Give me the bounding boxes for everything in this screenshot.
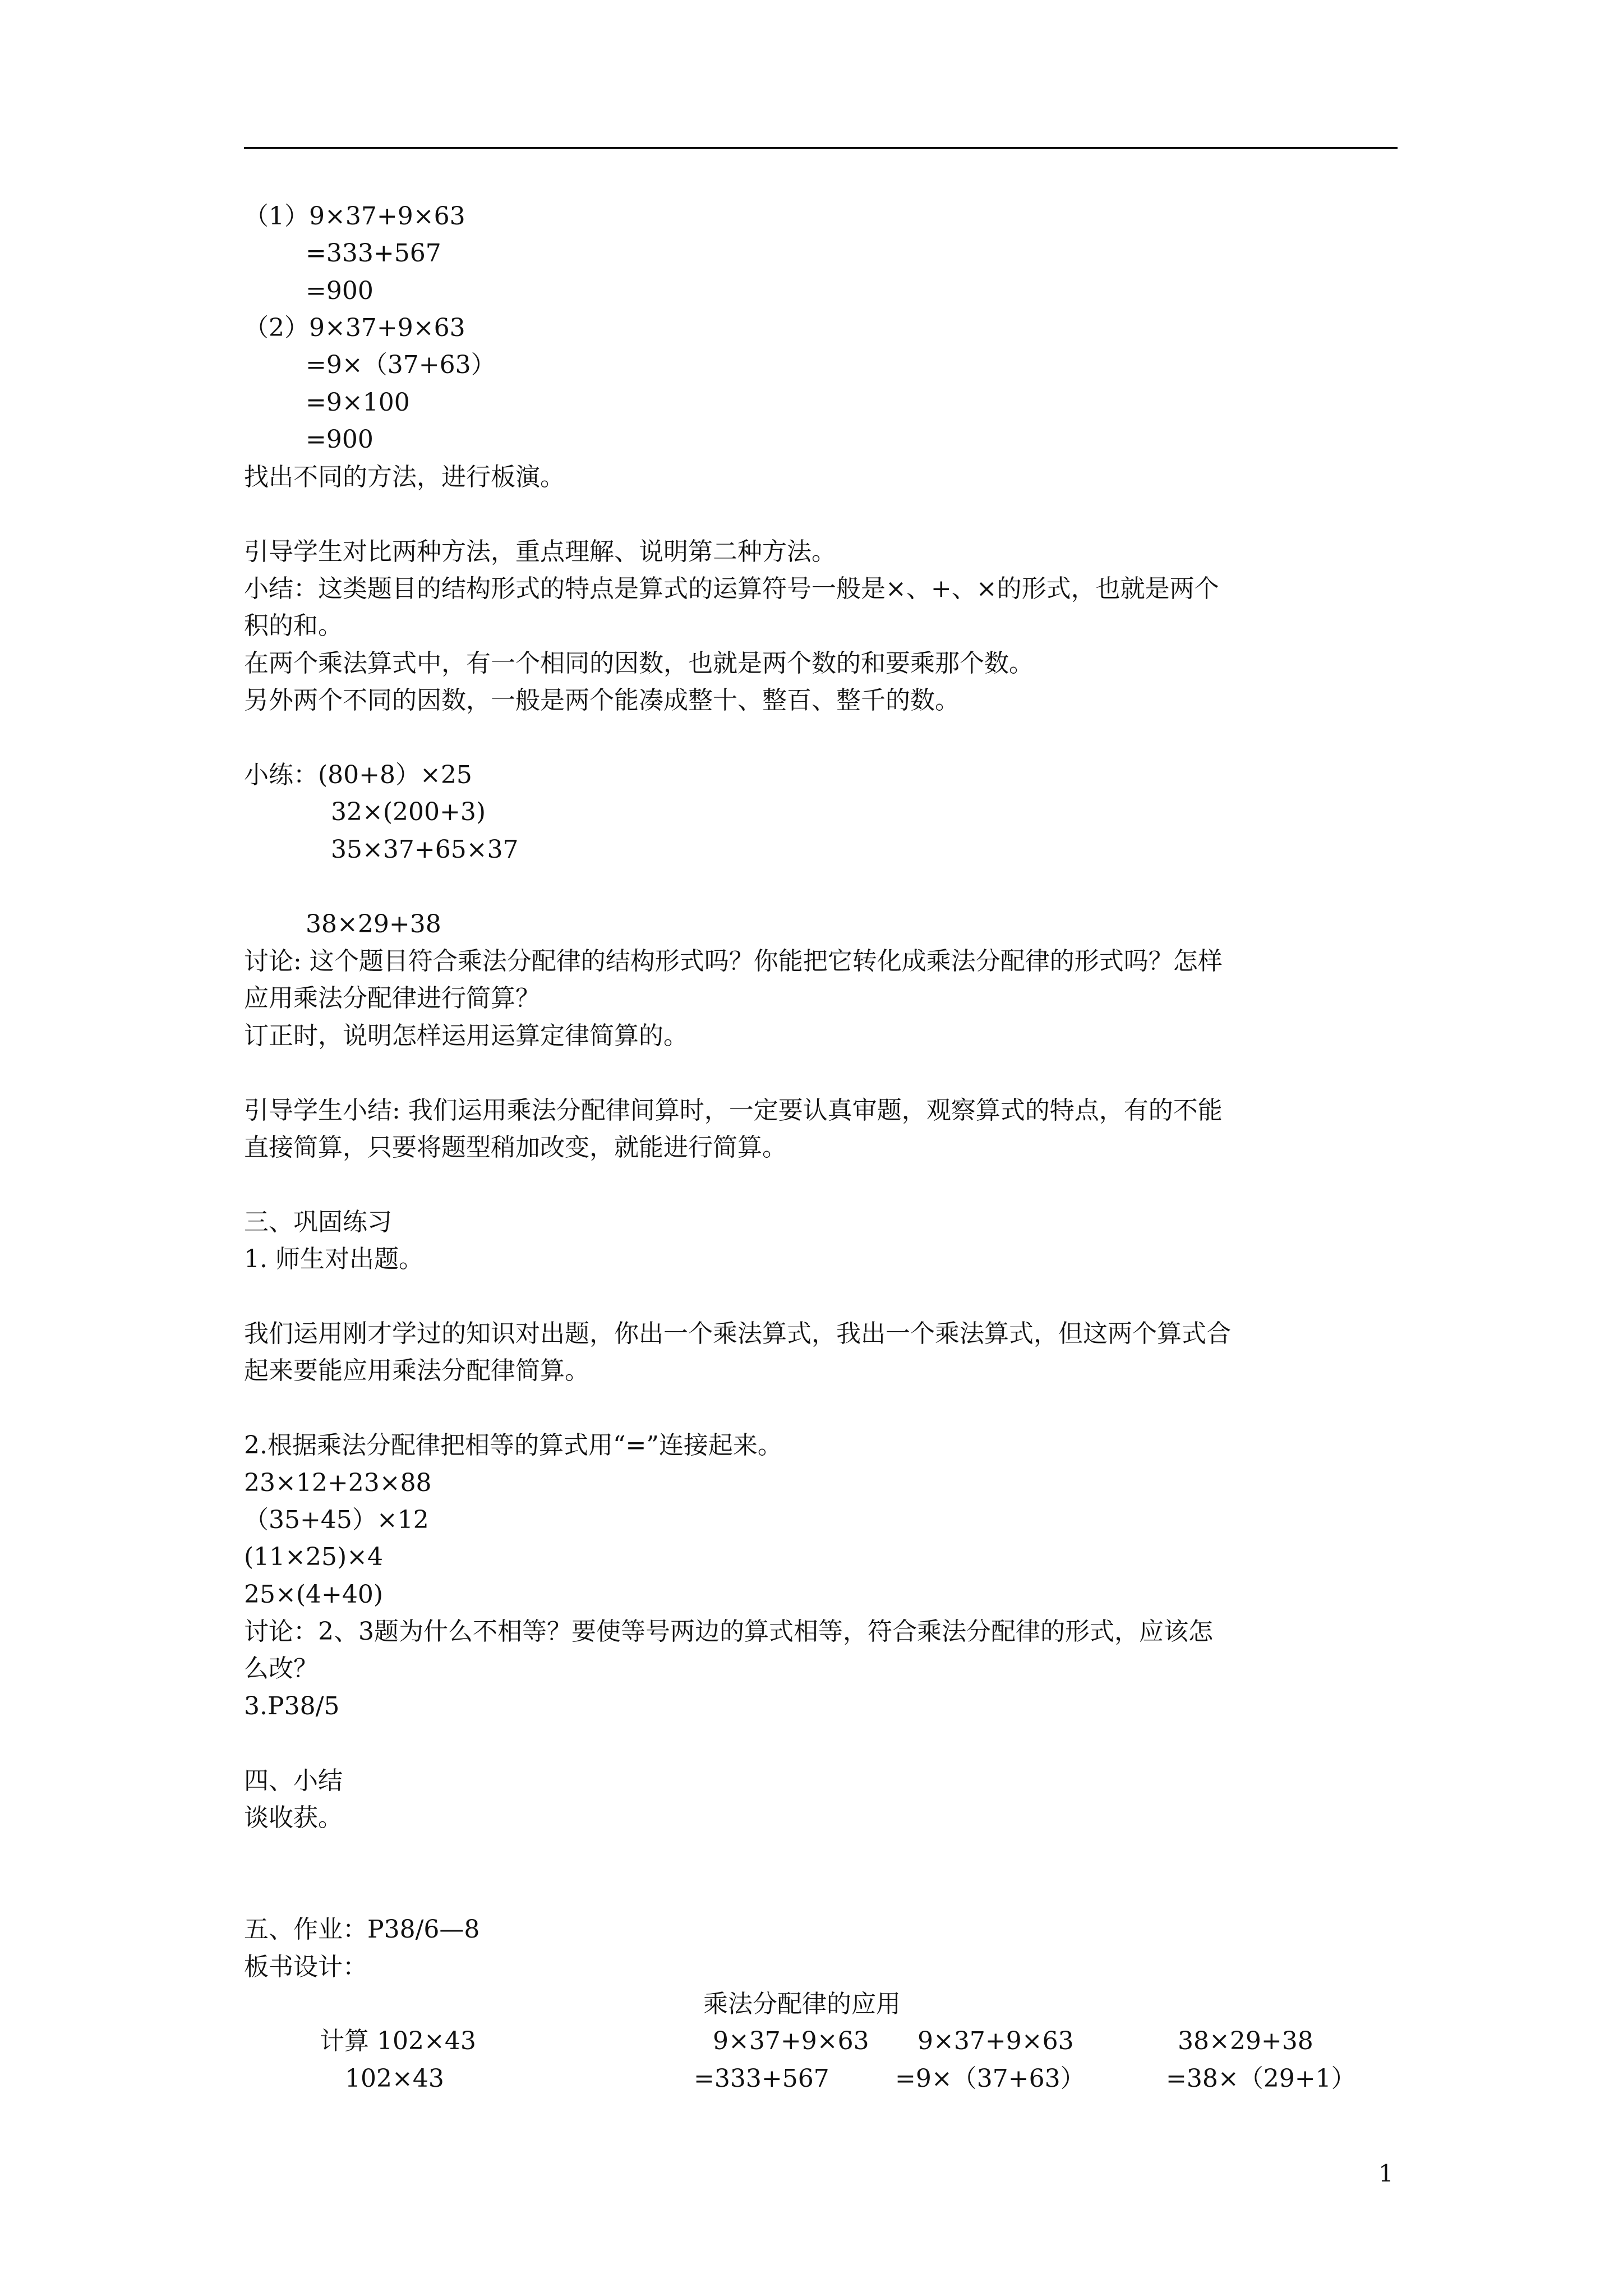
text-line: 找出不同的方法，进行板演。	[244, 463, 565, 491]
text-line: 积的和。	[244, 611, 343, 640]
text-line: 小练：(80+8）×25	[244, 761, 472, 789]
text-line: 谈收获。	[244, 1803, 343, 1832]
text-line: 订正时，说明怎样运用运算定律简算的。	[244, 1022, 688, 1050]
text-line: (11×25)×4	[244, 1543, 384, 1571]
text-line: 35×37+65×37	[331, 835, 519, 864]
text-line: =900	[306, 277, 374, 305]
text-line: （2）9×37+9×63	[244, 314, 465, 342]
text-line: 25×(4+40)	[244, 1580, 384, 1609]
section-heading: 四、小结	[244, 1766, 343, 1795]
text-line: 引导学生对比两种方法，重点理解、说明第二种方法。	[244, 537, 836, 566]
text-line: 我们运用刚才学过的知识对出题，你出一个乘法算式，我出一个乘法算式，但这两个算式合	[244, 1319, 1231, 1348]
board-cell: 9×37+9×63	[713, 2027, 869, 2055]
text-line: 起来要能应用乘法分配律简算。	[244, 1356, 589, 1385]
text-line: =9×100	[306, 388, 410, 417]
board-cell: 38×29+38	[1178, 2027, 1313, 2055]
board-title: 乘法分配律的应用	[703, 1990, 901, 2018]
board-cell: 计算 102×43	[320, 2027, 476, 2055]
text-line: （35+45）×12	[244, 1506, 429, 1534]
page-number: 1	[1378, 2160, 1394, 2187]
header-rule	[244, 147, 1398, 149]
board-cell: 9×37+9×63	[917, 2027, 1074, 2055]
text-line: =9×（37+63）	[306, 351, 496, 379]
text-line: 2.根据乘法分配律把相等的算式用“=”连接起来。	[244, 1431, 782, 1460]
text-line: 另外两个不同的因数，一般是两个能凑成整十、整百、整千的数。	[244, 686, 960, 715]
text-line: 3.P38/5	[244, 1692, 340, 1720]
text-line: 32×(200+3)	[331, 798, 486, 826]
text-line: 讨论：2、3题为什么不相等？要使等号两边的算式相等，符合乘法分配律的形式，应该怎	[244, 1617, 1213, 1646]
text-line: 38×29+38	[306, 910, 441, 938]
text-line: =333+567	[306, 239, 441, 268]
text-line: 在两个乘法算式中，有一个相同的因数，也就是两个数的和要乘那个数。	[244, 649, 1034, 678]
text-line: 1. 师生对出题。	[244, 1245, 423, 1273]
text-line: （1）9×37+9×63	[244, 202, 465, 231]
board-cell: =333+567	[694, 2064, 829, 2093]
text-line: 引导学生小结: 我们运用乘法分配律间算时，一定要认真审题，观察算式的特点，有的不能	[244, 1096, 1223, 1125]
section-heading: 三、巩固练习	[244, 1208, 392, 1236]
board-cell: =38×（29+1）	[1166, 2064, 1356, 2093]
text-line: 么改？	[244, 1654, 318, 1683]
text-line: 板书设计：	[244, 1953, 367, 1981]
text-line: 小结：这类题目的结构形式的特点是算式的运算符号一般是×、+、×的形式，也就是两个	[244, 574, 1219, 603]
text-line: =900	[306, 425, 374, 454]
section-heading: 五、作业：P38/6—8	[244, 1915, 480, 1944]
text-line: 直接简算，只要将题型稍加改变，就能进行简算。	[244, 1133, 787, 1162]
text-line: 23×12+23×88	[244, 1469, 432, 1497]
text-line: 讨论: 这个题目符合乘法分配律的结构形式吗？你能把它转化成乘法分配律的形式吗？怎样	[244, 947, 1223, 976]
board-cell: 102×43	[345, 2064, 444, 2093]
text-line: 应用乘法分配律进行简算？	[244, 984, 540, 1013]
board-cell: =9×（37+63）	[895, 2064, 1085, 2093]
